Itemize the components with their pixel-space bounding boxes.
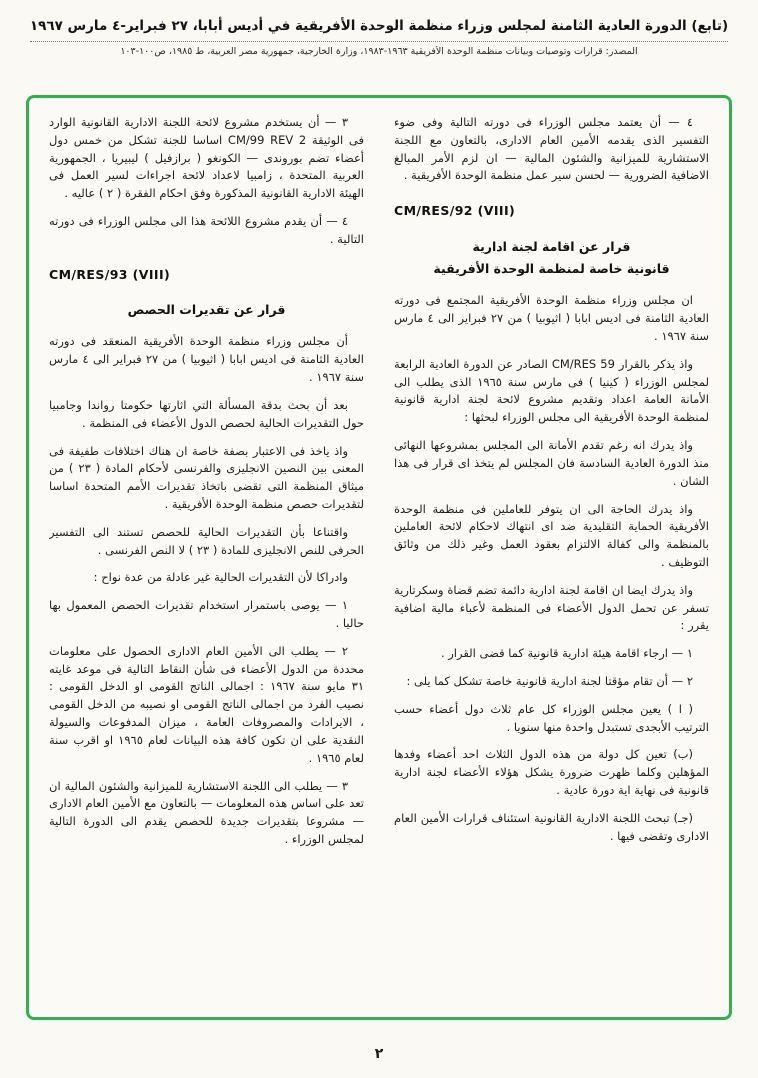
list-item: ٤ — أن يقدم مشروع اللائحة هذا الى مجلس الوزراء فى دورته التالية . [49, 214, 364, 246]
paragraph: واذ يدرك ايضا ان اقامة لجنة ادارية دائمة تضم قضاة وسكرتارية تسفر عن تحمل الدول الأعضاء فى المنظمة لأعباء مالية اضافية يقرر : [394, 582, 709, 633]
page-number: ٢ [374, 1046, 384, 1062]
column-left [49, 114, 364, 1003]
list-item: ٣ — أن يستخدم مشروع لائحة اللجنة الادارية القانونية الوارد فى الوثيقة CM/99 REV 2 اساسا للجنة تشكل من خمس دول أعضاء تضم بوروندى — الكونغو ( برازفيل ) ليبيريا ، الجمهورية العربية المتحدة ، زامبيا لاعداد لائحة اجراءات لسير العمل فى الهيئة الادارية القانونية المذكورة وفق احكام الفقرة ( ٢ ) عاليه . [49, 115, 364, 201]
list-item: (ب) تعين كل دولة من هذه الدول الثلاث احد أعضاء وفدها المؤهلين وكلما ظهرت ضرورة يشكل هؤلاء الأعضاء لجنة ادارية قانونية فى نهاية اية دورة عادية . [394, 747, 709, 798]
paragraph: ان مجلس وزراء منظمة الوحدة الأفريقية المجتمع فى دورته العادية الثامنة فى اديس ابابا ( اثيوبيا ) من ٢٧ فبراير الى ٤ مارس سنة ١٩٦٧ . [394, 293, 709, 343]
list-item: ٢ — أن تقام مؤقتا لجنة ادارية قانونية خاصة تشكل كما يلى : [406, 674, 693, 688]
resolution-title-92-line1: قرار عن اقامة لجنة ادارية [472, 238, 631, 254]
content-border-box [26, 95, 732, 1020]
resolution-code-93: CM/RES/93 (VIII) [49, 266, 171, 282]
dotted-divider [30, 41, 728, 42]
document-title: (تابع) الدورة العادية الثامنة لمجلس وزراء منظمة الوحدة الأفريقية في أديس أبابا، ٢٧ فبراير-٤ مارس ١٩٦٧ [29, 18, 729, 34]
list-item: (جـ) تبحث اللجنة الادارية القانونية استئناف قرارات الأمين العام الادارى وتقضى فيها . [394, 810, 709, 843]
paragraph: بعد أن بحث بدقة المسألة التي اثارتها حكومتا رواندا وجامبيا حول التقديرات الحالية لحصص الدول الأعضاء فى المنظمة . [49, 397, 364, 430]
paragraph: أن مجلس وزراء منظمة الوحدة الأفريقية المنعقد فى دورته العادية الثامنة فى اديس ابابا ( اثيوبيا ) من ٢٧ فبراير الى ٤ مارس سنة ١٩٦٧ . [49, 334, 364, 385]
list-item: ٣ — يطلب الى اللجنة الاستشارية للميزانية والشئون المالية ان تعد على اساس هذه المعلومات — بالتعاون مع الأمين العام الادارى — مشروعا بتقديرات جديدة للحصص يقدم الى الدورة التالية لمجلس الوزراء . [49, 778, 364, 846]
column-right [394, 114, 709, 1003]
list-item: ٢ — يطلب الى الأمين العام الادارى الحصول على معلومات محددة من الدول الأعضاء فى شأن النقاط التالية فى موعد غايته ٣١ مايو سنة ١٩٦٧ : اجمالى الناتج القومى او الدخل القومى : نصيب الفرد من اجمالى الناتج القومى او نصيبه من الدخل القومى ، الايرادات والمصروفات العامة ، ميزان المدفوعات والسيولة النقدية على ان تكون كافة هذه البيانات لعام ١٩٦٥ او اقرب سنة لعام ١٩٦٥ . [49, 643, 364, 765]
paragraph: وادراكا لأن التقديرات الحالية غير عادلة من عدة نواح : [93, 570, 348, 585]
resolution-title-92-line2: قانونية خاصة لمنظمة الوحدة الأفريقية [433, 261, 670, 276]
paragraph: واذ ياخذ فى الاعتبار بصفة خاصة ان هناك اختلافات طفيفة فى المعنى بين النصين الانجليزى والفرنسى لأحكام المادة ( ٢٣ ) من ميثاق المنظمة التى تقضى باتخاذ تقديرات الأمم المتحدة اساسا لتقديرات حصص منظمة الوحدة الأفريقية . [49, 443, 364, 511]
paragraph: واذ يدرك انه رغم تقدم الأمانة الى المجلس بمشروعها النهائى منذ الدورة العادية السادسة فان المجلس لم يتخذ اى قرار فى هذا الشان . [394, 438, 709, 488]
resolution-title-93: قرار عن تقديرات الحصص [127, 302, 286, 318]
document-source: المصدر: قرارات وتوصيات وبيانات منظمة الوحدة الأفريقية ١٩٦٣-١٩٨٣، وزارة الخارجية، جمهورية مصر العربية، ط ١٩٨٥، ص١٠٠-١٠٣ [120, 46, 638, 58]
two-column-layout [29, 98, 729, 1017]
paragraph: واذ يدرك الحاجة الى ان يتوفر للعاملين فى منظمة الوحدة الأفريقية الحماية التقليدية ضد اى انتهاك لاحكام لائحة العاملين بالمنظمة والى كفالة الالتزام بعقود العمل وغير ذلك من وثائق التوظيف . [394, 501, 709, 569]
list-item: ( ا ) يعين مجلس الوزراء كل عام ثلاث دول أعضاء حسب الترتيب الأبجدى تستبدل واحدة منها سنويا . [394, 701, 709, 734]
paragraph: واقتناعا بأن التقديرات الحالية للحصص تستند الى التفسير الحرفى للنص الانجليزى للمادة ( ٢٣ ) لا النص الفرنسى . [49, 524, 364, 557]
paragraph: واذ يذكر بالقرار CM/RES 59 الصادر عن الدورة العادية الرابعة لمجلس الوزراء ( كينيا ) فى مارس سنة ١٩٦٥ الذى يطلب الى الأمانة العامة اعداد وتقديم مشروع لائحة لجنة ادارية قانونية لمنظمة الوحدة الأفريقية الى مجلس الوزراء لبحثها : [394, 356, 709, 425]
list-item: ١ — يوصى باستمرار استخدام تقديرات الحصص المعمول بها حاليا . [49, 598, 364, 630]
list-item: ١ — ارجاء اقامة هيئة ادارية قانونية كما قضى القرار . [440, 646, 693, 661]
resolution-code-92: CM/RES/92 (VIII) [394, 203, 516, 219]
paragraph: ٤ — أن يعتمد مجلس الوزراء فى دورته التالية وفى ضوء التفسير الذى يقدمه الأمين العام الادارى، بالتعاون مع اللجنة الاستشارية للميزانية والشئون المالية — ان لزم الأمر المبالغ الاضافية الضرورية — لحسن سير عمل منظمة الوحدة الأفريقية . [394, 115, 709, 183]
doc-header [0, 0, 758, 57]
